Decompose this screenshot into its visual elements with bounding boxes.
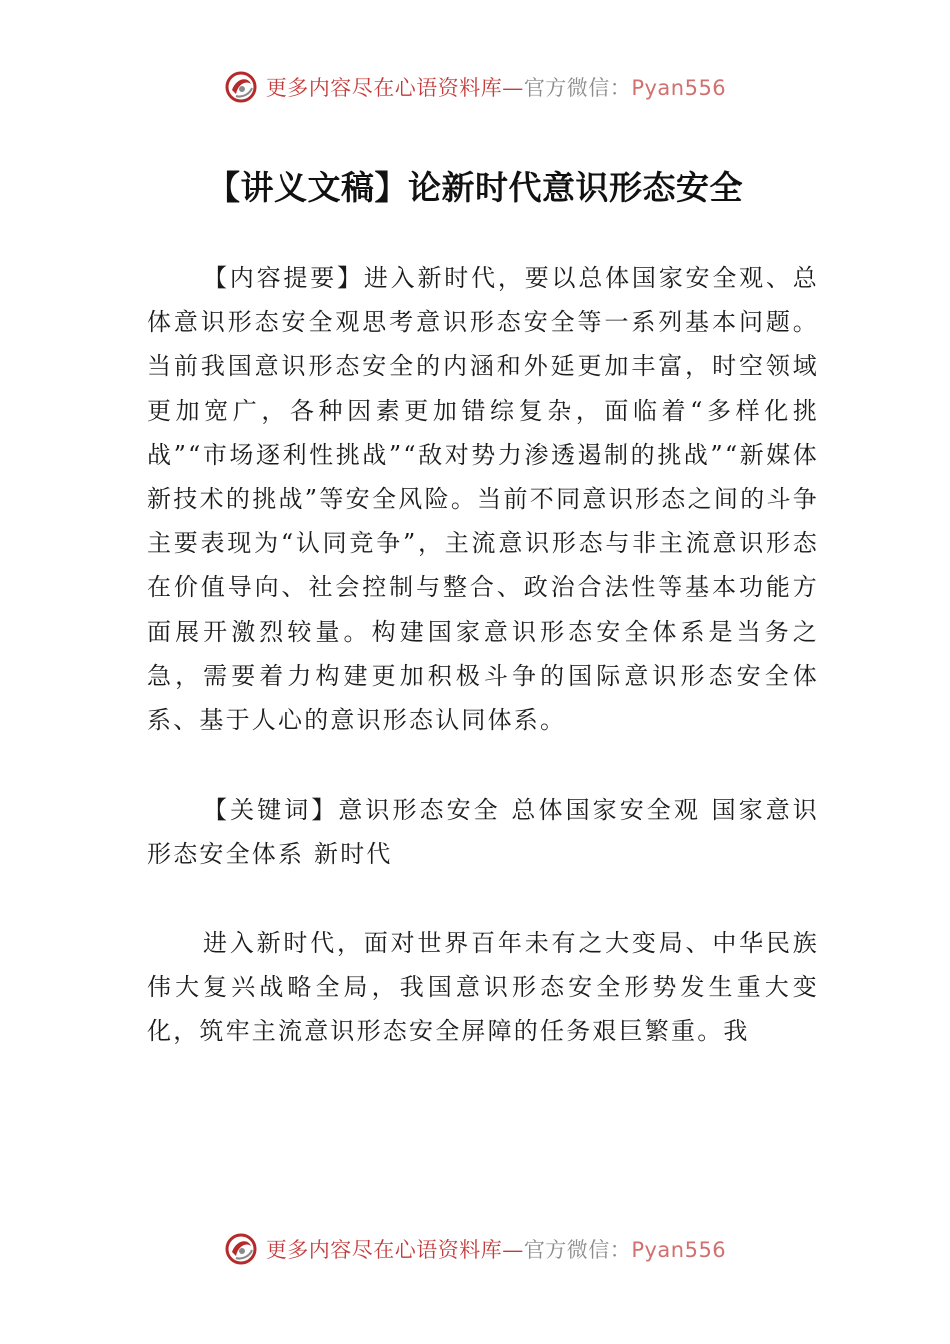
header-banner — [0, 70, 950, 104]
abstract-paragraph: 【内容提要】进入新时代，要以总体国家安全观、总体意识形态安全观思考意识形态安全等一系列基本问题。当前我国意识形态安全的内涵和外延更加丰富，时空领域更加宽广，各种因素更加错综复杂，面临着“多样化挑战”“市场逐利性挑战”“敌对势力渗透遏制的挑战”“新媒体新技术的挑战”等安全风险。当前不同意识形态之间的斗争主要表现为“认同竞争”，主流意识形态与非主流意识形态在价值导向、社会控制与整合、政治合法性等基本功能方面展开激烈较量。构建国家意识形态安全体系是当务之急，需要着力构建更加积极斗争的国际意识形态安全体系、基于人心的意识形态认同体系。 — [147, 264, 819, 735]
wechat-id: Pyan556 — [631, 1238, 727, 1262]
banner-text: 更多内容尽在心语资料库—官方微信：Pyan556 — [265, 1238, 727, 1262]
banner-text: 更多内容尽在心语资料库—官方微信：Pyan556 — [265, 76, 727, 100]
wechat-label: 官方微信： — [523, 1238, 632, 1262]
swirl-logo-icon — [224, 1232, 258, 1266]
wechat-label: 官方微信： — [523, 76, 632, 100]
intro-paragraph: 进入新时代，面对世界百年未有之大变局、中华民族伟大复兴战略全局，我国意识形态安全形势发生重大变化，筑牢主流意识形态安全屏障的任务艰巨繁重。我 — [147, 929, 819, 1046]
document-title: 【讲义文稿】论新时代意识形态安全 — [207, 168, 743, 207]
keywords-paragraph: 【关键词】意识形态安全 总体国家安全观 国家意识形态安全体系 新时代 — [147, 796, 819, 869]
footer-banner — [0, 1232, 950, 1266]
wechat-id: Pyan556 — [631, 76, 727, 100]
swirl-logo-icon — [224, 70, 258, 104]
